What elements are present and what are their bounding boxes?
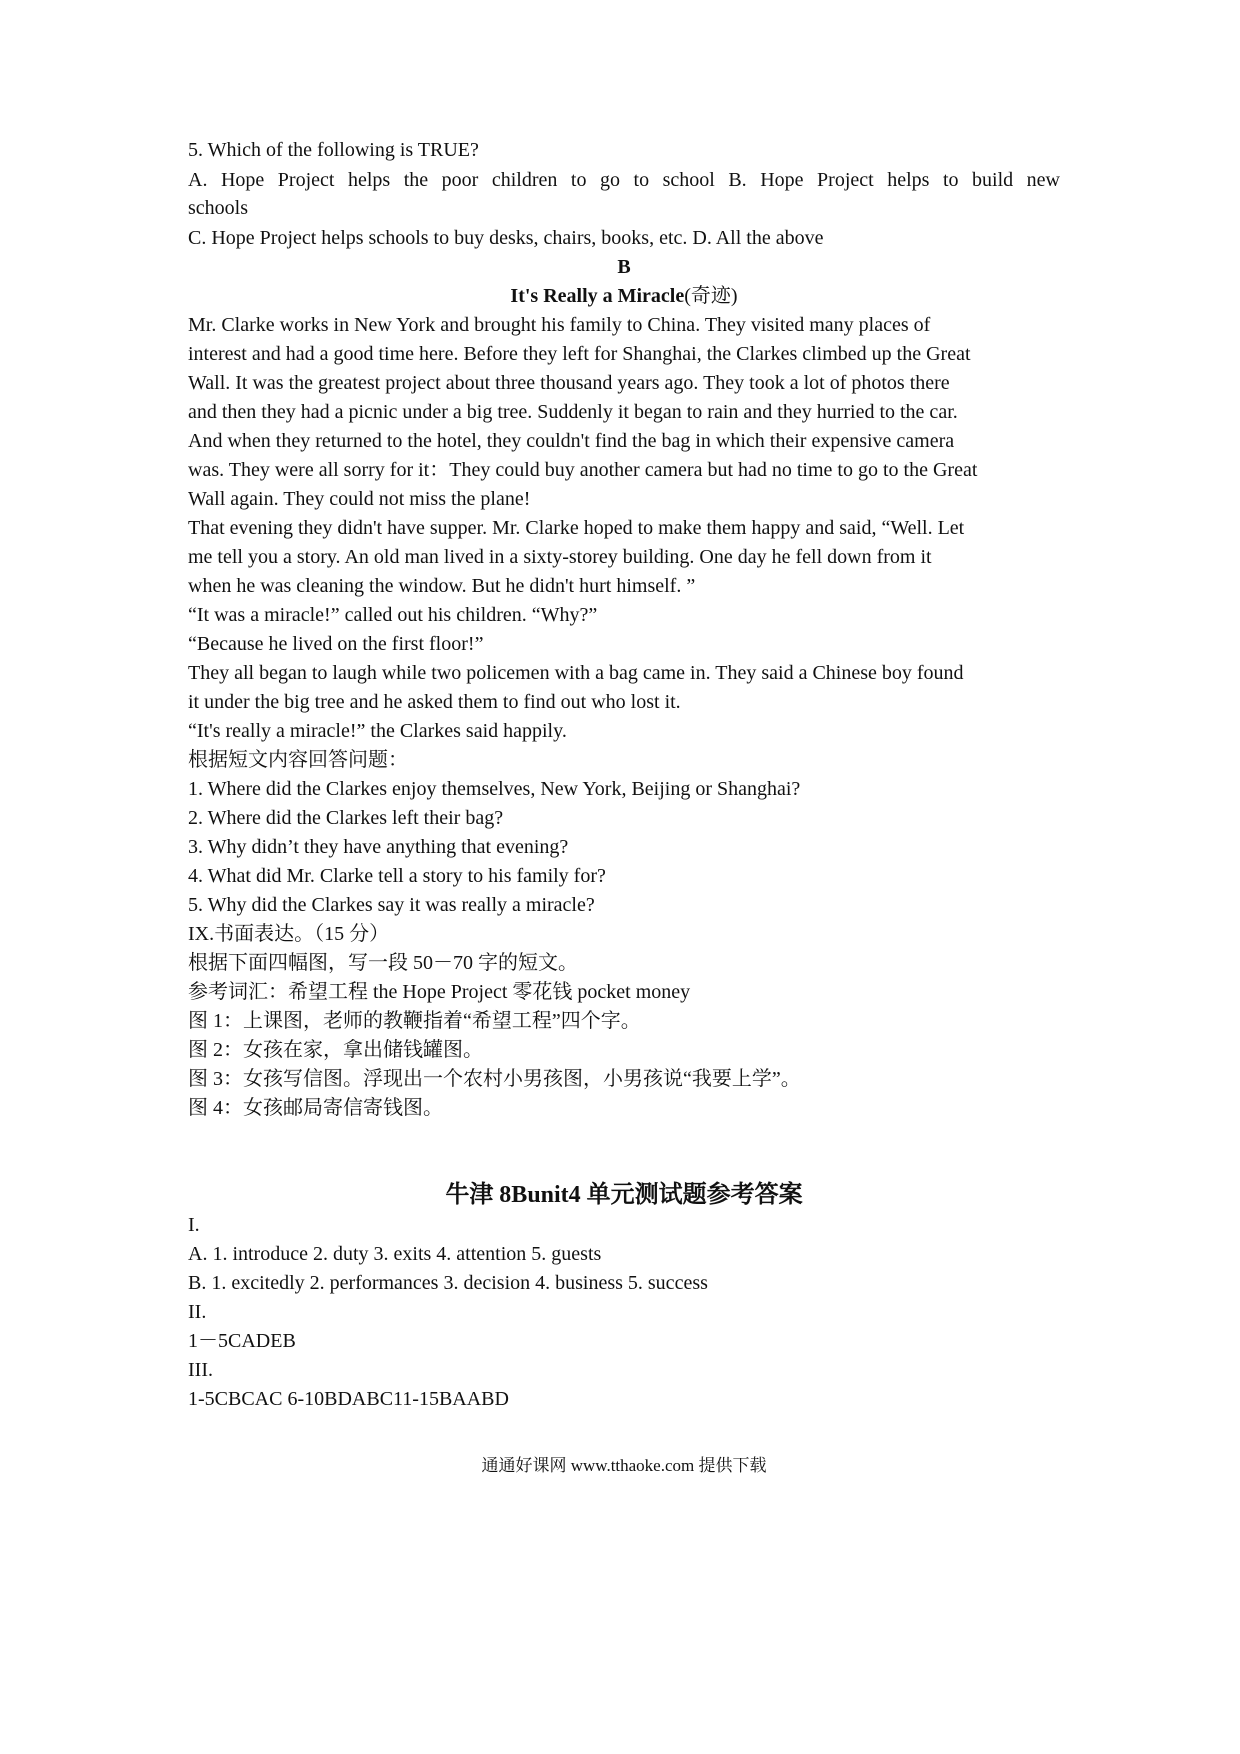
passage-line: “It was a miracle!” called out his children. “Why?” bbox=[188, 604, 598, 626]
answer-line: B. 1. excitedly 2. performances 3. decision 4. business 5. success bbox=[188, 1272, 708, 1294]
passage-line: That evening they didn't have supper. Mr. Clarke hoped to make them happy and said, “Well. Let bbox=[188, 517, 965, 539]
writing-line: 图 3：女孩写信图。浮现出一个农村小男孩图，小男孩说“我要上学”。 bbox=[188, 1068, 801, 1090]
passage-line: “Because he lived on the first floor!” bbox=[188, 633, 484, 655]
passage-line: and then they had a picnic under a big tree. Suddenly it began to rain and they hurried to the car. bbox=[188, 401, 958, 423]
comprehension-question: 1. Where did the Clarkes enjoy themselves, New York, Beijing or Shanghai? bbox=[188, 778, 801, 800]
passage-line: it under the big tree and he asked them to find out who lost it. bbox=[188, 691, 681, 713]
answer-line: 1－5CADEB bbox=[188, 1330, 296, 1352]
section-letter: B bbox=[617, 256, 631, 278]
passage-line: They all began to laugh while two policemen with a bag came in. They said a Chinese boy found bbox=[188, 662, 964, 684]
question-options-line: A. Hope Project helps the poor children to go to school B. Hope Project helps to build new bbox=[188, 169, 1060, 191]
comprehension-question: 2. Where did the Clarkes left their bag? bbox=[188, 807, 504, 829]
question-options-line: C. Hope Project helps schools to buy desks, chairs, books, etc. D. All the above bbox=[188, 227, 824, 249]
answer-line: II. bbox=[188, 1301, 207, 1323]
writing-line: 图 4：女孩邮局寄信寄钱图。 bbox=[188, 1097, 443, 1119]
page-footer: 通通好课网 www.tthaoke.com 提供下载 bbox=[481, 1456, 767, 1475]
writing-line: 图 2：女孩在家，拿出储钱罐图。 bbox=[188, 1039, 483, 1061]
passage-line: was. They were all sorry for it：They could buy another camera but had no time to go to the Great bbox=[188, 459, 978, 481]
writing-line: 根据下面四幅图，写一段 50－70 字的短文。 bbox=[188, 952, 578, 974]
comprehension-question: 5. Why did the Clarkes say it was really a miracle? bbox=[188, 894, 595, 916]
passage-title-note: (奇迹) bbox=[684, 285, 738, 307]
writing-line: 图 1：上课图，老师的教鞭指着“希望工程”四个字。 bbox=[188, 1010, 641, 1032]
passage-line: Wall. It was the greatest project about three thousand years ago. They took a lot of photos there bbox=[188, 372, 950, 394]
answer-line: A. 1. introduce 2. duty 3. exits 4. attention 5. guests bbox=[188, 1243, 602, 1265]
section-heading: IX.书面表达。（15 分） bbox=[188, 923, 390, 945]
passage-line: “It's really a miracle!” the Clarkes said happily. bbox=[188, 720, 567, 742]
passage-line: Mr. Clarke works in New York and brought his family to China. They visited many places of bbox=[188, 314, 931, 336]
passage-title-text: It's Really a Miracle bbox=[510, 285, 685, 307]
answer-line: I. bbox=[188, 1214, 200, 1236]
comprehension-question: 3. Why didn’t they have anything that evening? bbox=[188, 836, 569, 858]
answer-line: III. bbox=[188, 1359, 213, 1381]
passage-line: Wall again. They could not miss the plane! bbox=[188, 488, 531, 510]
passage-line: when he was cleaning the window. But he didn't hurt himself. ” bbox=[188, 575, 696, 597]
passage-title bbox=[188, 284, 1060, 308]
instruction-text: 根据短文内容回答问题： bbox=[188, 749, 408, 771]
question-options-line: schools bbox=[188, 197, 248, 219]
question-stem: 5. Which of the following is TRUE? bbox=[188, 139, 479, 161]
passage-line: interest and had a good time here. Before they left for Shanghai, the Clarkes climbed up the Great bbox=[188, 343, 971, 365]
comprehension-question: 4. What did Mr. Clarke tell a story to his family for? bbox=[188, 865, 606, 887]
answer-line: 1-5CBCAC 6-10BDABC11-15BAABD bbox=[188, 1388, 509, 1410]
answer-key-title: 牛津 8Bunit4 单元测试题参考答案 bbox=[445, 1182, 803, 1208]
passage-line: me tell you a story. An old man lived in a sixty-storey building. One day he fell down from it bbox=[188, 546, 932, 568]
writing-line: 参考词汇：希望工程 the Hope Project 零花钱 pocket money bbox=[188, 981, 691, 1003]
passage-line: And when they returned to the hotel, they couldn't find the bag in which their expensive camera bbox=[188, 430, 955, 452]
